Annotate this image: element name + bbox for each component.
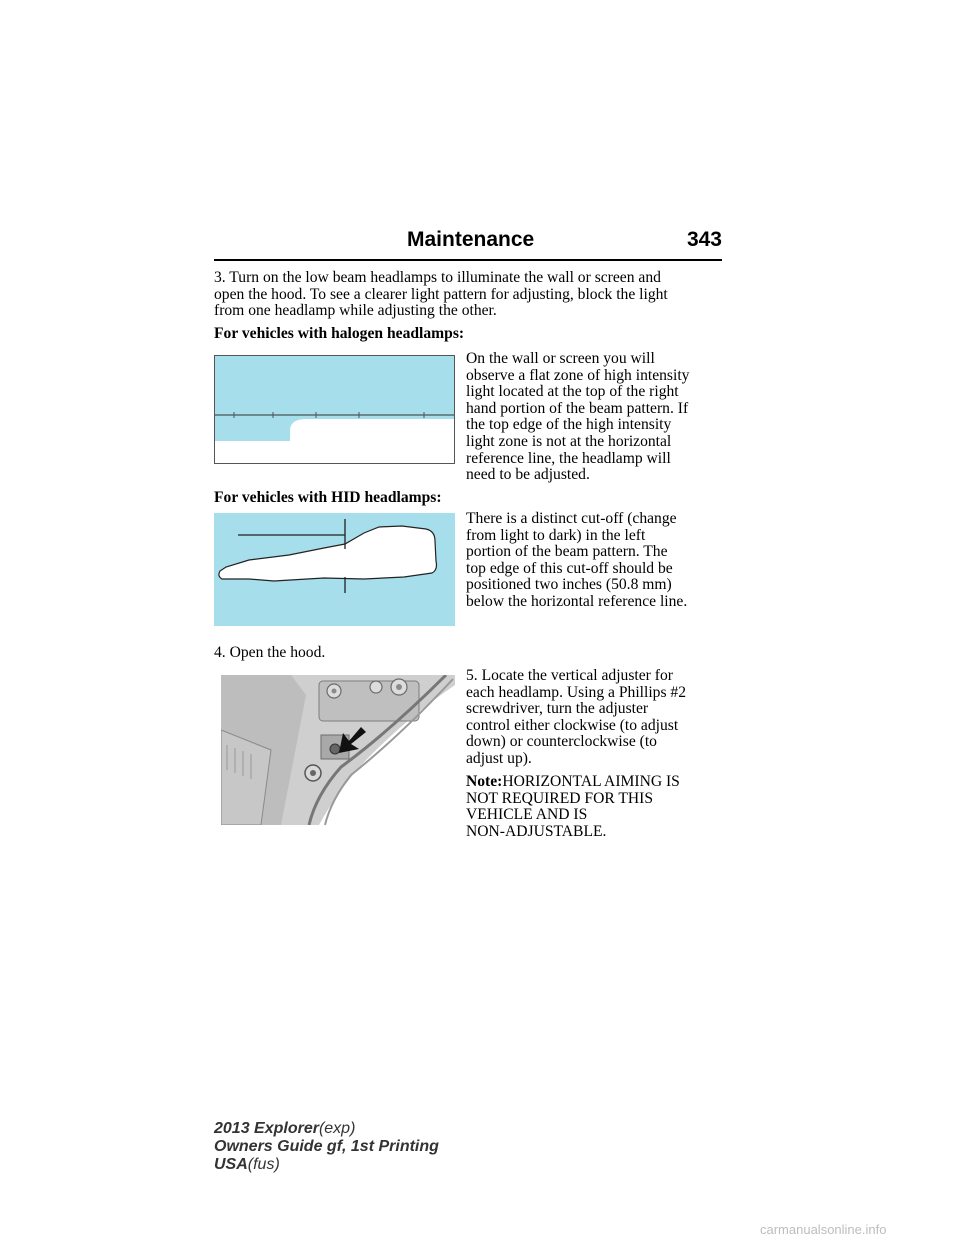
- header-divider: [214, 259, 722, 261]
- halogen-beam-diagram: [214, 355, 456, 465]
- hid-line: There is a distinct cut-off (change: [466, 510, 677, 527]
- note-paragraph: [466, 774, 680, 840]
- halogen-line: light located at the top of the right: [466, 383, 679, 401]
- footer-model-code: (exp): [318, 1120, 356, 1137]
- engine-bay-illustration: [221, 675, 455, 825]
- step5-line: screwdriver, turn the adjuster: [466, 700, 649, 718]
- step3-line: from one headlamp while adjusting the other.: [214, 302, 497, 320]
- step5-line: adjust up).: [466, 749, 532, 767]
- step3-line: open the hood. To see a clearer light pattern for adjusting, block the light: [214, 285, 668, 303]
- step4-text: 4. Open the hood.: [214, 644, 326, 661]
- note-line: NON-ADJUSTABLE.: [466, 822, 607, 840]
- hid-line: top edge of this cut-off should be: [466, 559, 673, 577]
- note-line: NOT REQUIRED FOR THIS: [466, 789, 653, 807]
- halogen-line: the top edge of the high intensity: [466, 416, 672, 434]
- footer-model: 2013 Explorer: [214, 1120, 319, 1137]
- halogen-line: light zone is not at the horizontal: [466, 432, 672, 450]
- halogen-line: reference line, the headlamp will: [466, 449, 671, 467]
- note-label: Note:: [466, 773, 503, 790]
- hid-line: below the horizontal reference line.: [466, 592, 688, 610]
- step5-paragraph: [466, 668, 686, 768]
- note-line: HORIZONTAL AIMING IS: [502, 773, 680, 790]
- footer-market: USA: [214, 1156, 248, 1173]
- step5-line: control either clockwise (to adjust: [466, 716, 679, 734]
- housing-bolt-icon: [370, 681, 382, 693]
- halogen-line: need to be adjusted.: [466, 466, 590, 484]
- hid-line: positioned two inches (50.8 mm): [466, 576, 672, 594]
- hid-beam-diagram: [214, 513, 456, 627]
- hid-line: from light to dark) in the left: [466, 526, 646, 544]
- halogen-line: hand portion of the beam pattern. If: [466, 399, 689, 417]
- section-title: Maintenance: [407, 228, 535, 251]
- step5-line: down) or counterclockwise (to: [466, 733, 657, 751]
- step3-paragraph: [214, 270, 724, 320]
- footer-market-code: (fus): [247, 1156, 280, 1173]
- page-number: 343: [686, 228, 722, 251]
- hid-line: portion of the beam pattern. The: [466, 543, 668, 561]
- note-line: VEHICLE AND IS: [466, 806, 588, 824]
- footer: [214, 1120, 439, 1174]
- halogen-line: On the wall or screen you will: [466, 350, 655, 367]
- halogen-line: observe a flat zone of high intensity: [466, 366, 690, 384]
- halogen-heading: For vehicles with halogen headlamps:: [214, 325, 465, 342]
- footer-guide: Owners Guide gf, 1st Printing: [214, 1138, 439, 1155]
- watermark: carmanualsonline.info: [760, 1222, 887, 1237]
- halogen-description: [466, 351, 689, 484]
- step3-line: 3. Turn on the low beam headlamps to illuminate the wall or screen and: [214, 269, 661, 286]
- hid-description: [466, 511, 687, 611]
- vertical-adjuster-icon: [330, 744, 340, 754]
- step5-line: each headlamp. Using a Phillips #2: [466, 683, 687, 701]
- step5-line: 5. Locate the vertical adjuster for: [466, 667, 673, 684]
- hid-heading: For vehicles with HID headlamps:: [214, 489, 442, 506]
